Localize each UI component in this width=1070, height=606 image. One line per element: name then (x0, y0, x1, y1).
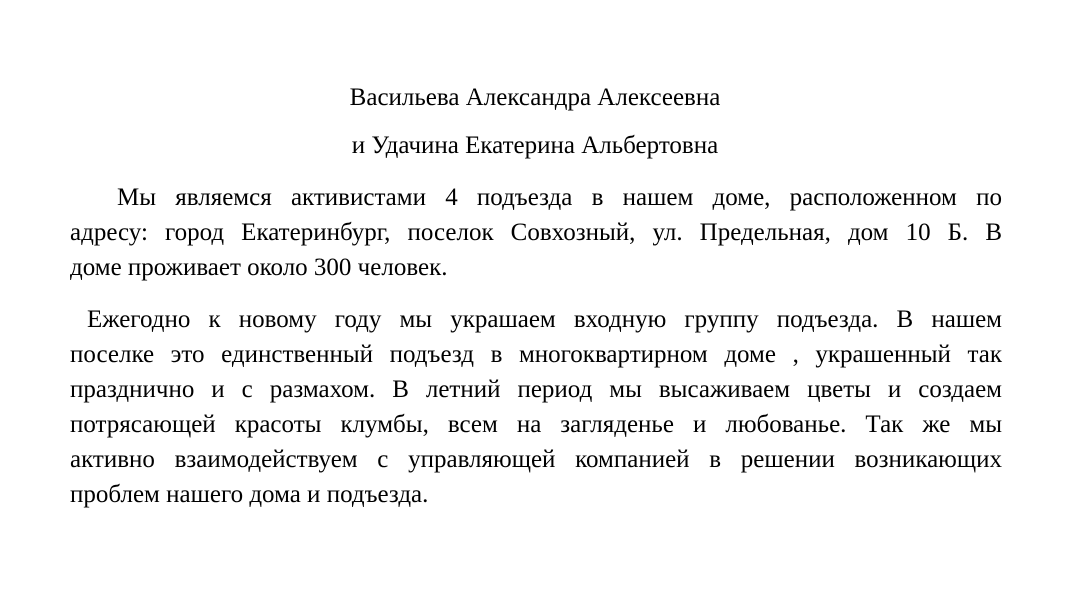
paragraph-1-line: Мы являемся активистами 4 подъезда в нашем доме, расположенном по (117, 184, 1002, 211)
paragraph-1 (70, 180, 1002, 285)
paragraph-2-line: поселке это единственный подъезд в многоквартирном доме , украшенный так (70, 341, 1002, 368)
author-line-2: и Удачина Екатерина Альбертовна (351, 132, 719, 159)
paragraph-2-line: Ежегодно к новому году мы украшаем входную группу подъезда. В нашем (87, 306, 1002, 333)
paragraph-1-line: доме проживает около 300 человек. (70, 254, 448, 281)
paragraph-2-line: празднично и с размахом. В летний период мы высаживаем цветы и создаем (70, 376, 1002, 403)
paragraph-2-line: потрясающей красоты клумбы, всем на загляденье и любованье. Так же мы (70, 411, 1002, 438)
paragraph-2-line: активно взаимодействуем с управляющей компанией в решении возникающих (70, 446, 1002, 473)
paragraph-2-line: проблем нашего дома и подъезда. (70, 481, 429, 508)
paragraph-1-line: адресу: город Екатеринбург, поселок Совхозный, ул. Предельная, дом 10 Б. В (70, 219, 1002, 246)
author-line-1: Васильева Александра Алексеевна (349, 84, 721, 111)
paragraph-2 (70, 302, 1002, 512)
